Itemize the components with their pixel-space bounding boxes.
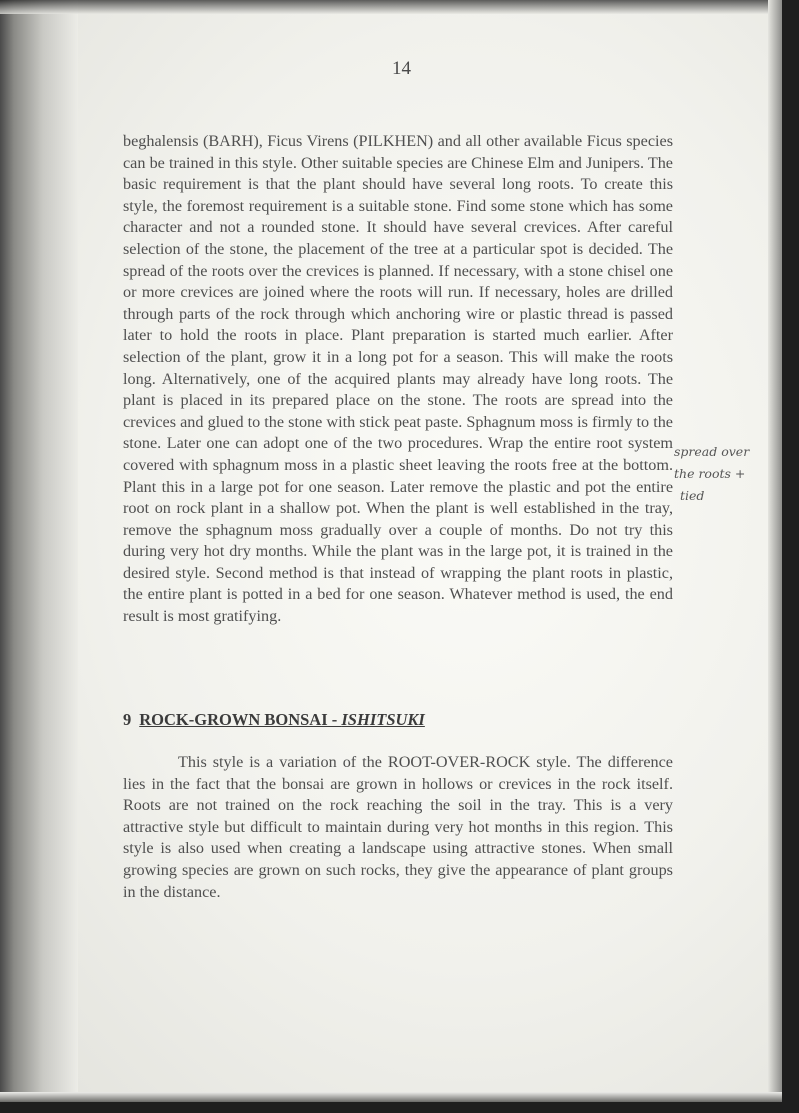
margin-note-line-1: spread over [674, 444, 750, 459]
top-edge-shadow [0, 0, 782, 14]
body-paragraph-1: beghalensis (BARH), Ficus Virens (PILKHEN) and all other available Ficus species can be trained in this style. Other suitable species are Chinese Elm and Junipers. The basic requirement is that the plant should have several long roots. To create this style, the foremost requirement is a suitable stone. Find some stone which has some character and not a rounded stone. It should have several crevices. After careful selection of the stone, the placement of the tree at a particular spot is decided. The spread of the roots over the crevices is planned. If necessary, with a stone chisel one or more crevices are joined where the roots will run. If necessary, holes are drilled through parts of the rock through which anchoring wire or plastic thread is passed later to hold the roots in place. Plant preparation is started much earlier. After selection of the plant, grow it in a long pot for a season. This will make the roots long. Alternatively, one of the acquired plants may already have long roots. The plant is placed in its prepared place on the stone. The roots are spread into the crevices and glued to the stone with stick peat paste. Sphagnum moss is firmly to the stone. Later one can adopt one of the two procedures. Wrap the entire root system covered with sphagnum moss in a plastic sheet leaving the roots free at the bottom. Plant this in a large pot for one season. Later remove the plastic and pot the entire root on rock plant in a shallow pot. When the plant is well established in the tray, remove the sphagnum moss gradually over a couple of months. Do not try this during very hot dry months. While the plant was in the large pot, it is trained in the desired style. Second method is that instead of wrapping the plant roots in plastic, the entire plant is potted in a bed for one season. Whatever method is used, the end result is most gratifying. [123, 132, 673, 626]
right-page-edge [768, 0, 782, 1102]
margin-note-line-2: the roots + [674, 466, 746, 481]
section-title-japanese: ISHITSUKI [341, 710, 425, 729]
handwritten-margin-note [674, 441, 782, 507]
page-number: 14 [392, 58, 411, 79]
book-gutter-shadow [0, 0, 78, 1102]
margin-note-line-3: tied [680, 488, 705, 503]
bottom-page-edge [0, 1092, 782, 1102]
section-title: ROCK-GROWN BONSAI - [139, 710, 342, 729]
section-heading [123, 710, 425, 730]
body-paragraph-2: This style is a variation of the ROOT-OVER-ROCK style. The difference lies in the fact that the bonsai are grown in hollows or crevices in the rock itself. Roots are not trained on the rock reaching the soil in the tray. This is a very attractive style but difficult to maintain during very hot months in this region. This style is also used when creating a landscape using attractive stones. When small growing species are grown on such rocks, they give the appearance of plant groups in the distance. [123, 753, 673, 901]
section-number: 9 [123, 710, 132, 729]
